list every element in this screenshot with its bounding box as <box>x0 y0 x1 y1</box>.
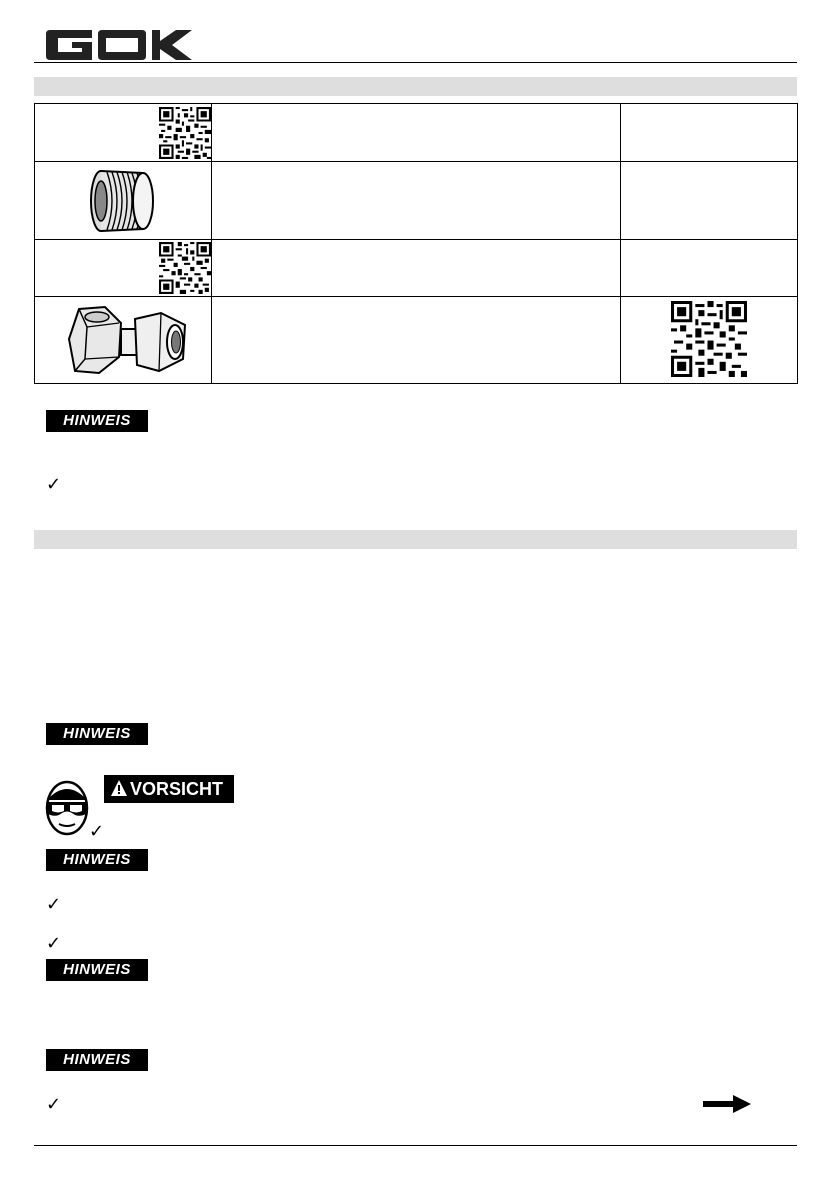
parts-table <box>34 103 798 384</box>
check-icon: ✓ <box>46 1094 62 1115</box>
table-cell <box>35 104 212 162</box>
table-cell <box>35 240 212 297</box>
union-nut-fitting-icon <box>35 297 211 383</box>
table-cell <box>621 297 798 384</box>
section-bar <box>34 530 797 549</box>
hinweis-badge: HINWEIS <box>46 849 148 871</box>
hinweis-badge: HINWEIS <box>46 723 148 745</box>
hinweis-badge: HINWEIS <box>46 1049 148 1071</box>
table-cell <box>35 297 212 384</box>
table-cell <box>212 297 621 384</box>
vorsicht-label: VORSICHT <box>130 779 224 799</box>
table-cell <box>621 104 798 162</box>
header-rule <box>34 62 797 63</box>
reducer-fitting-icon <box>35 162 211 239</box>
table-cell <box>35 162 212 240</box>
gok-logo <box>46 30 192 60</box>
table-cell <box>212 162 621 240</box>
table-cell <box>212 240 621 297</box>
qr-code-icon <box>159 242 211 294</box>
check-icon: ✓ <box>46 894 62 915</box>
table-cell <box>212 104 621 162</box>
footer-rule <box>34 1145 797 1146</box>
qr-code-icon <box>671 301 747 377</box>
table-row <box>35 297 798 384</box>
table-cell <box>621 240 798 297</box>
table-cell <box>621 162 798 240</box>
hinweis-badge: HINWEIS <box>46 410 148 432</box>
warning-triangle-icon <box>110 779 128 797</box>
qr-code-icon <box>159 106 211 160</box>
table-row <box>35 240 798 297</box>
vorsicht-badge <box>104 775 234 803</box>
table-row <box>35 162 798 240</box>
check-icon: ✓ <box>46 933 62 954</box>
section-bar <box>34 77 797 96</box>
check-icon: ✓ <box>46 474 62 495</box>
table-row <box>35 104 798 162</box>
hinweis-badge: HINWEIS <box>46 959 148 981</box>
check-icon: ✓ <box>89 821 105 842</box>
arrow-right-icon <box>703 1095 751 1113</box>
safety-goggles-icon <box>44 780 90 836</box>
